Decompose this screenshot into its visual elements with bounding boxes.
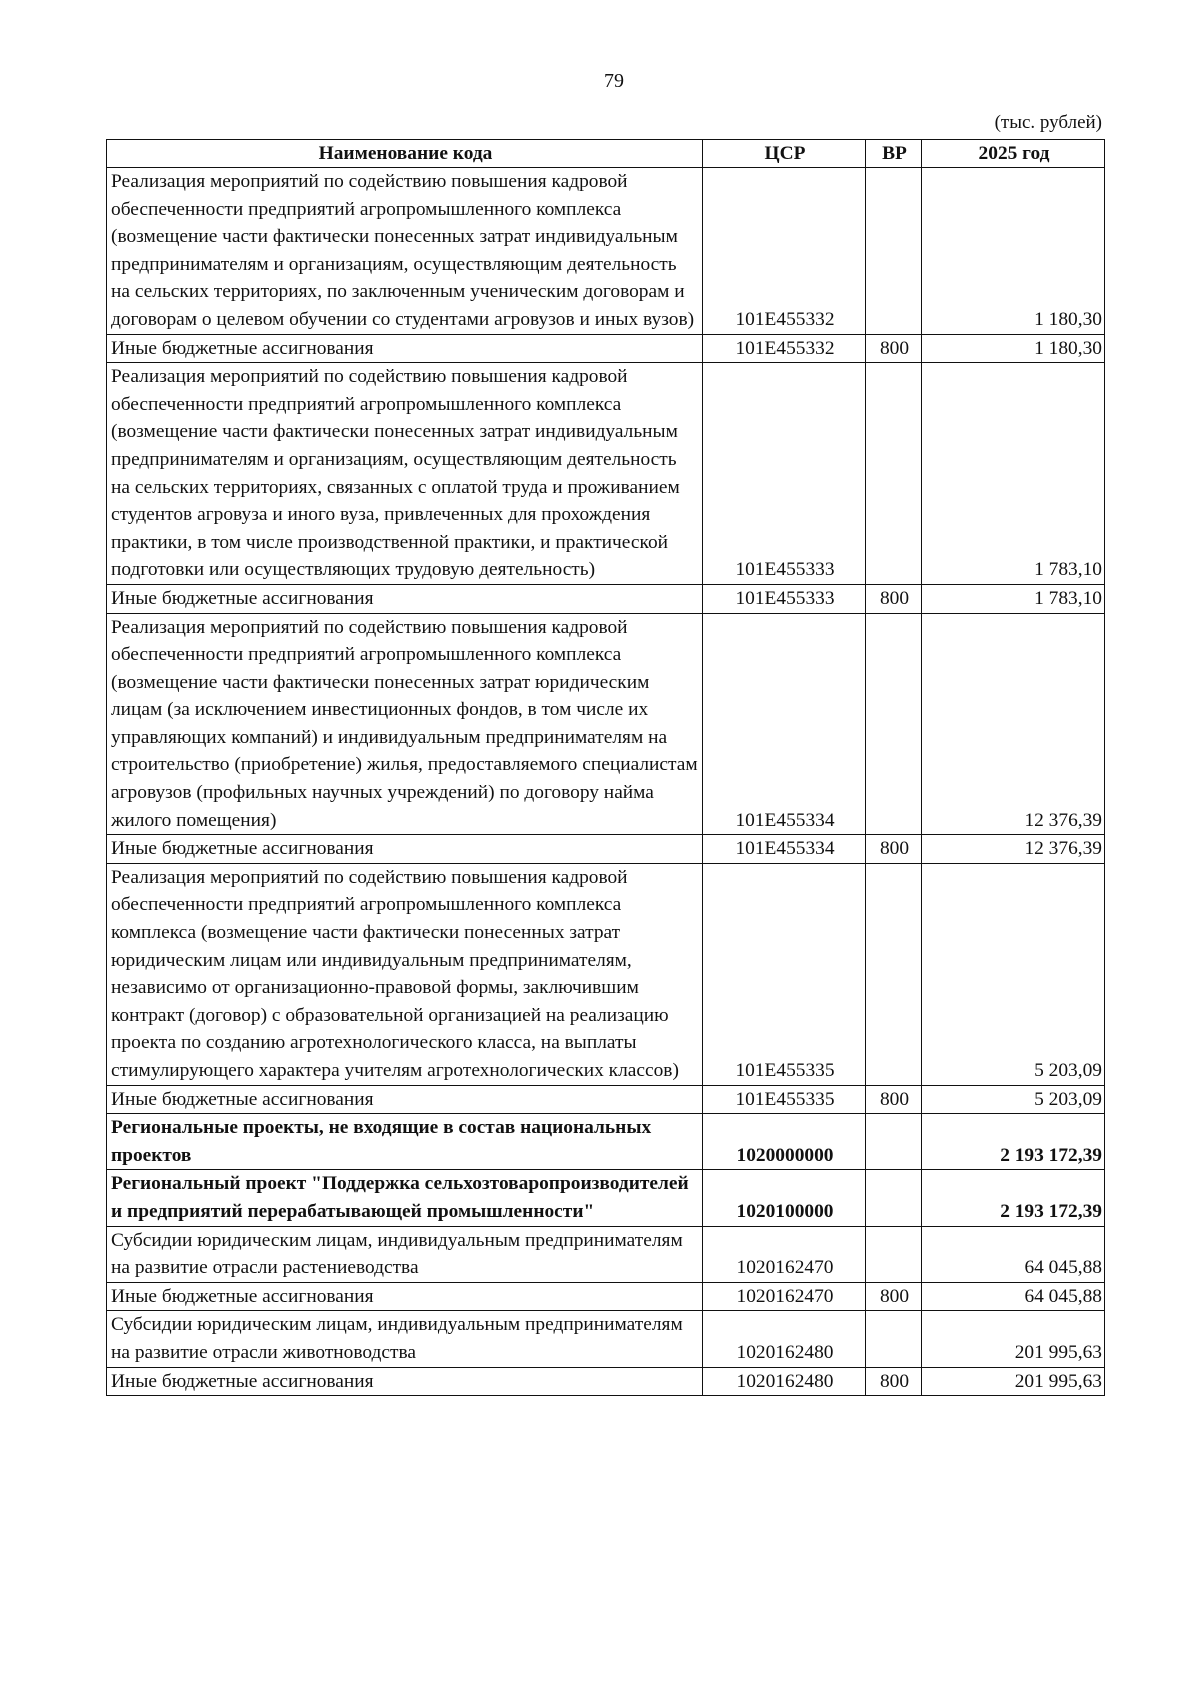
cell-vr: 800 (866, 835, 922, 864)
cell-name: Реализация мероприятий по содействию повышения кадровой обеспеченности предприятий агропромышленного комплекса (возмещение части фактически понесенных затрат юридическим лицам (за исключением инвестиционных фондов, в том числе их управляющих компаний) и индивидуальным предпринимателям на строительство (приобретение) жилья, предоставляемого специалистам агровузов (профильных научных учреждений) по договору найма жилого помещения) (107, 613, 703, 835)
cell-vr: 800 (866, 1367, 922, 1396)
cell-amount: 64 045,88 (922, 1282, 1105, 1311)
cell-vr (866, 1311, 922, 1367)
cell-csr: 1020162480 (703, 1311, 866, 1367)
cell-amount: 2 193 172,39 (922, 1114, 1105, 1170)
cell-vr (866, 363, 922, 585)
cell-amount: 12 376,39 (922, 835, 1105, 864)
cell-name: Субсидии юридическим лицам, индивидуальным предпринимателям на развитие отрасли животноводства (107, 1311, 703, 1367)
table-row (107, 863, 1105, 1085)
cell-amount: 12 376,39 (922, 613, 1105, 835)
cell-name: Иные бюджетные ассигнования (107, 584, 703, 613)
table-row (107, 1085, 1105, 1114)
table-row (107, 584, 1105, 613)
cell-name: Иные бюджетные ассигнования (107, 835, 703, 864)
cell-amount: 5 203,09 (922, 863, 1105, 1085)
cell-csr: 1020000000 (703, 1114, 866, 1170)
cell-csr: 101E455333 (703, 584, 866, 613)
cell-name: Иные бюджетные ассигнования (107, 1282, 703, 1311)
table-row (107, 1226, 1105, 1282)
header-csr: ЦСР (703, 140, 866, 168)
cell-csr: 101E455332 (703, 334, 866, 363)
header-year: 2025 год (922, 140, 1105, 168)
table-row (107, 613, 1105, 835)
cell-name: Региональный проект "Поддержка сельхозтоваропроизводителей и предприятий перерабатывающей промышленности" (107, 1170, 703, 1226)
table-row (107, 1282, 1105, 1311)
cell-amount: 1 783,10 (922, 584, 1105, 613)
header-name: Наименование кода (107, 140, 703, 168)
cell-amount: 1 783,10 (922, 363, 1105, 585)
cell-csr: 101E455335 (703, 863, 866, 1085)
table-row (107, 1311, 1105, 1367)
table-header-row (107, 140, 1105, 168)
cell-amount: 1 180,30 (922, 334, 1105, 363)
page-number: 79 (604, 70, 624, 92)
cell-csr: 1020162470 (703, 1282, 866, 1311)
cell-vr: 800 (866, 1085, 922, 1114)
table-row (107, 1170, 1105, 1226)
cell-csr: 1020100000 (703, 1170, 866, 1226)
cell-csr: 101E455334 (703, 613, 866, 835)
cell-csr: 1020162480 (703, 1367, 866, 1396)
cell-amount: 201 995,63 (922, 1367, 1105, 1396)
table-row (107, 363, 1105, 585)
units-label: (тыс. рублей) (994, 112, 1102, 133)
cell-vr (866, 1170, 922, 1226)
cell-csr: 101E455335 (703, 1085, 866, 1114)
table-row (107, 334, 1105, 363)
cell-csr: 1020162470 (703, 1226, 866, 1282)
cell-csr: 101E455333 (703, 363, 866, 585)
table-row (107, 1114, 1105, 1170)
cell-name: Реализация мероприятий по содействию повышения кадровой обеспеченности предприятий агропромышленного комплекса (возмещение части фактически понесенных затрат индивидуальным предпринимателям и организациям, осуществляющим деятельность на сельских территориях, по заключенным ученическим договорам и договорам о целевом обучении со студентами агровузов и иных вузов) (107, 168, 703, 335)
cell-vr: 800 (866, 334, 922, 363)
cell-vr: 800 (866, 1282, 922, 1311)
cell-name: Реализация мероприятий по содействию повышения кадровой обеспеченности предприятий агропромышленного комплекса комплекса (возмещение части фактически понесенных затрат юридическим лицам или индивидуальным предпринимателям, независимо от организационно-правовой формы, заключившим контракт (договор) с образовательной организацией на реализацию проекта по созданию агротехнологического класса, на выплаты стимулирующего характера учителям агротехнологических классов) (107, 863, 703, 1085)
cell-name: Иные бюджетные ассигнования (107, 334, 703, 363)
table-row (107, 168, 1105, 335)
cell-vr: 800 (866, 584, 922, 613)
cell-vr (866, 1226, 922, 1282)
cell-vr (866, 1114, 922, 1170)
budget-table (106, 139, 1105, 1396)
cell-vr (866, 863, 922, 1085)
cell-name: Региональные проекты, не входящие в состав национальных проектов (107, 1114, 703, 1170)
cell-csr: 101E455332 (703, 168, 866, 335)
table-row (107, 835, 1105, 864)
table-row (107, 1367, 1105, 1396)
cell-amount: 2 193 172,39 (922, 1170, 1105, 1226)
table-body (107, 168, 1105, 1396)
cell-name: Иные бюджетные ассигнования (107, 1085, 703, 1114)
cell-name: Субсидии юридическим лицам, индивидуальным предпринимателям на развитие отрасли растениеводства (107, 1226, 703, 1282)
cell-vr (866, 168, 922, 335)
cell-amount: 1 180,30 (922, 168, 1105, 335)
cell-name: Иные бюджетные ассигнования (107, 1367, 703, 1396)
cell-name: Реализация мероприятий по содействию повышения кадровой обеспеченности предприятий агропромышленного комплекса (возмещение части фактически понесенных затрат индивидуальным предпринимателям и организациям, осуществляющим деятельность на сельских территориях, связанных с оплатой труда и проживанием студентов агровуза и иного вуза, привлеченных для прохождения практики, в том числе производственной практики, и практической подготовки или осуществляющих трудовую деятельность) (107, 363, 703, 585)
cell-csr: 101E455334 (703, 835, 866, 864)
cell-amount: 64 045,88 (922, 1226, 1105, 1282)
header-vr: ВР (866, 140, 922, 168)
cell-vr (866, 613, 922, 835)
cell-amount: 5 203,09 (922, 1085, 1105, 1114)
cell-amount: 201 995,63 (922, 1311, 1105, 1367)
